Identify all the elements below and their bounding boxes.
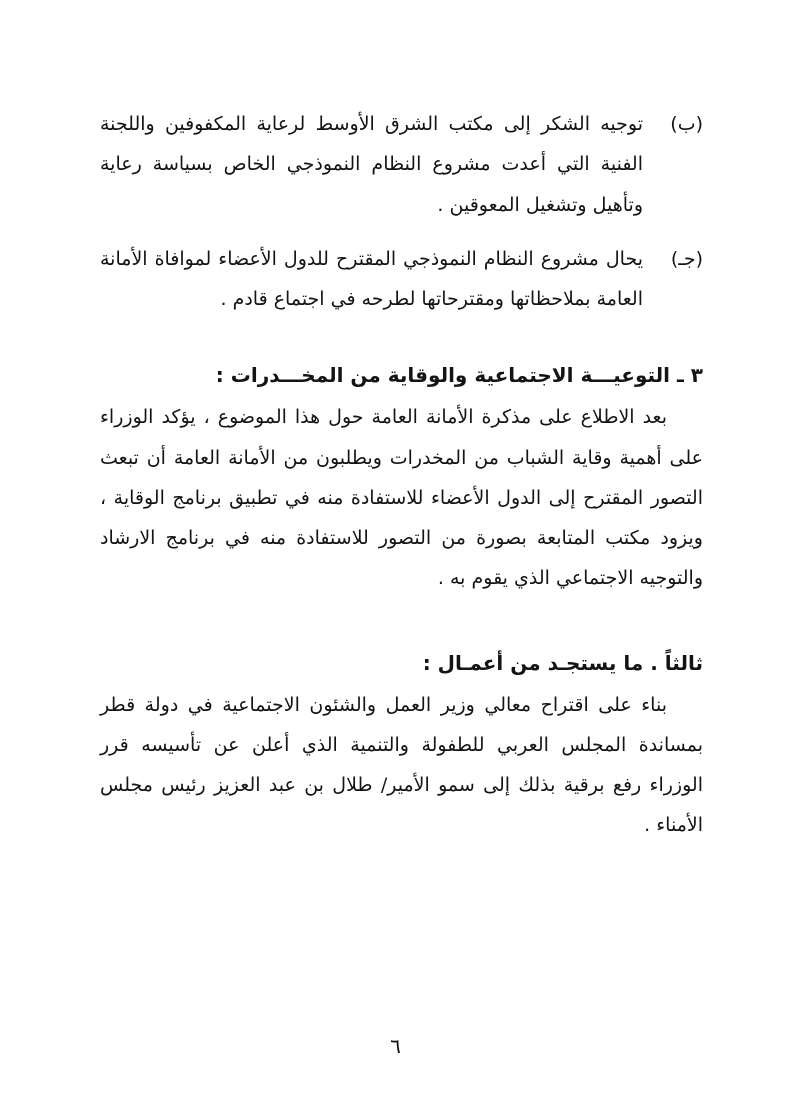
list-item-b: [100, 104, 703, 225]
item-marker-j: (جـ): [670, 247, 703, 270]
item-text-j: يحال مشروع النظام النموذجي المقترح للدول الأعضاء لموافاة الأمانة العامة بملاحظاتها ومقترحاتها لطرحه في اجتماع قادم .: [100, 247, 643, 311]
page-content: [100, 104, 703, 846]
section-third-heading: ثالثاً . ما يستجـد من أعمـال :: [422, 650, 703, 675]
page-number: ٦: [390, 1034, 401, 1058]
section-3-body: بعد الاطلاع على مذكرة الأمانة العامة حول هذا الموضوع ، يؤكد الوزراء على أهمية وقاية الشباب من المخدرات ويطلبون من الأمانة العامة أن تبعث التصور المقترح إلى الدول الأعضاء للاستفادة منه في تطبيق برنامج الوقاية ، ويزود مكتب المتابعة بصورة من التصور للاستفادة منه في برنامج الارشاد والتوجيه الاجتماعي الذي يقوم به .: [100, 406, 703, 590]
item-marker-b: (ب): [670, 113, 703, 135]
list-item-j: [100, 239, 703, 320]
item-text-b: توجيه الشكر إلى مكتب الشرق الأوسط لرعاية المكفوفين واللجنة الفنية التي أعدت مشروع النظام النموذجي الخاص بسياسة رعاية وتأهيل وتشغيل المعوقين .: [100, 113, 643, 216]
section-third-body: بناء على اقتراح معالي وزير العمل والشئون الاجتماعية في دولة قطر بمساندة المجلس العربي للطفولة والتنمية الذي أعلن عن تأسيسه قرر الوزراء رفع برقية بذلك إلى سمو الأمير/ طلال بن عبد العزيز رئيس مجلس الأمناء .: [100, 693, 703, 837]
section-3-heading: ٣ ـ التوعيـــة الاجتماعية والوقاية من المخـــدرات :: [215, 363, 703, 388]
